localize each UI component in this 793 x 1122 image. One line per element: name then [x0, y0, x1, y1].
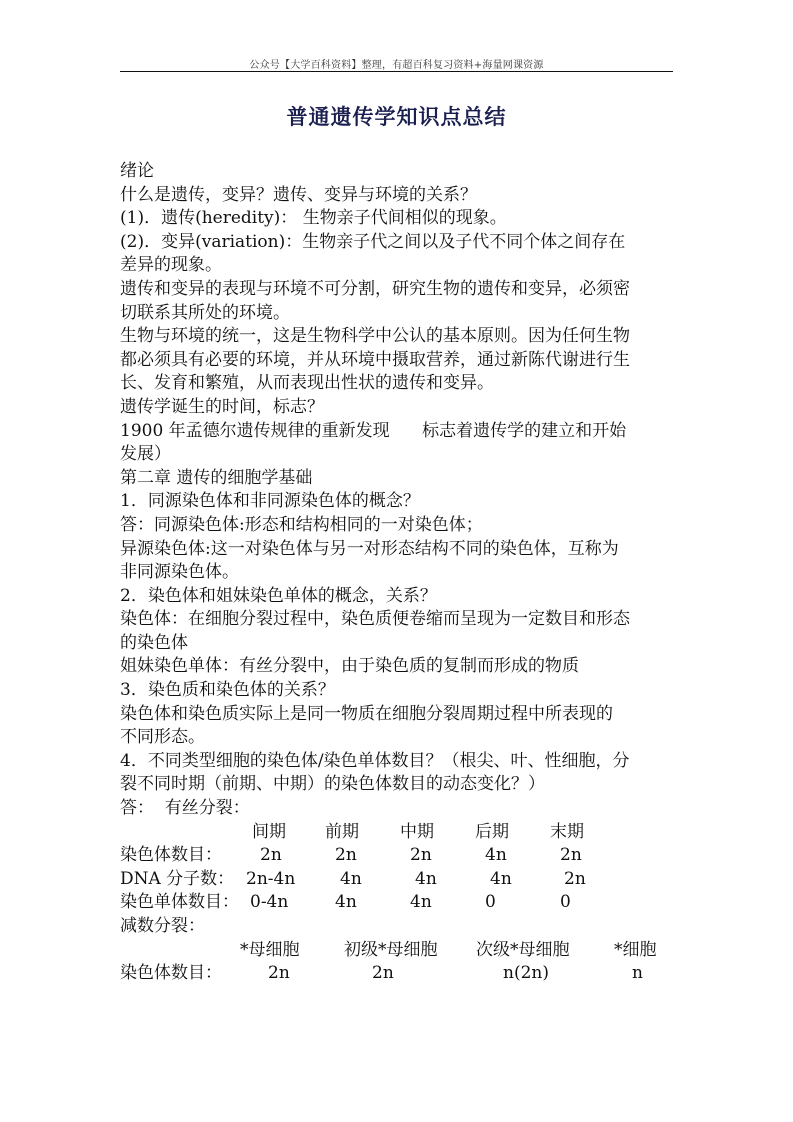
- paragraph-line: 生物与环境的统一，这是生物科学中公认的基本原则。因为任何生物: [120, 326, 630, 347]
- mitosis-table-row: [120, 868, 680, 892]
- mitosis-table-row: [120, 891, 680, 915]
- header-mother-cell: *母细胞: [240, 939, 300, 960]
- question-line: 1．同源染色体和非同源染色体的概念？: [120, 491, 420, 512]
- paragraph-line: 染色体和染色质实际上是同一物质在细胞分裂周期过程中所表现的: [120, 703, 613, 724]
- header-note: 公众号【大学百科资料】整理，有超百科复习资料+海量网课资源: [249, 60, 544, 71]
- document-body: [120, 160, 680, 986]
- question-line: 4．不同类型细胞的染色体/染色单体数目？（根尖、叶、性细胞，分: [120, 750, 630, 771]
- header-interphase: 间期: [252, 821, 286, 842]
- table-cell: 2n: [335, 845, 357, 866]
- table-cell: 2n: [564, 868, 586, 889]
- row-label: DNA 分子数：: [120, 868, 235, 889]
- table-cell: n: [632, 963, 643, 984]
- question-line: 3．染色质和染色体的关系？: [120, 680, 335, 701]
- table-cell: 4n: [340, 868, 362, 889]
- question-line: 2．染色体和姐妹染色单体的概念，关系？: [120, 585, 437, 606]
- paragraph-line: 差异的现象。: [120, 255, 222, 276]
- table-cell: 4n: [335, 892, 357, 913]
- paragraph-line: 1900 年孟德尔遗传规律的重新发现 标志着遗传学的建立和开始: [120, 420, 627, 441]
- header-divider: [120, 71, 673, 72]
- paragraph-line: 遗传学诞生的时间，标志？: [120, 396, 324, 417]
- paragraph-line: 非同源染色体。: [120, 562, 239, 583]
- row-label: 染色体数目：: [120, 963, 222, 984]
- row-label: 染色单体数目：: [120, 892, 239, 913]
- table-cell: 4n: [410, 892, 432, 913]
- paragraph-line: (1)．遗传(heredity)： 生物亲子代间相似的现象。: [120, 208, 507, 229]
- paragraph-line: 切联系其所处的环境。: [120, 302, 290, 323]
- row-label: 染色体数目：: [120, 845, 222, 866]
- table-cell: 2n: [260, 845, 282, 866]
- table-cell: 4n: [415, 868, 437, 889]
- paragraph-line: 发展）: [120, 444, 171, 465]
- header-anaphase: 后期: [475, 821, 509, 842]
- paragraph-line: 答：同源染色体:形态和结构相同的一对染色体；: [120, 514, 483, 535]
- header-metaphase: 中期: [400, 821, 434, 842]
- meiosis-table-row: [120, 962, 680, 986]
- header-telophase: 末期: [550, 821, 584, 842]
- table-cell: 2n: [560, 845, 582, 866]
- paragraph-line: 异源染色体:这一对染色体与另一对形态结构不同的染色体，互称为: [120, 538, 619, 559]
- header-primary-mother-cell: 初级*母细胞: [344, 939, 438, 960]
- meiosis-table-header: [120, 939, 680, 963]
- paragraph-line: 答： 有丝分裂：: [120, 798, 250, 819]
- paragraph-line: (2)．变异(variation)：生物亲子代之间以及子代不同个体之间存在: [120, 231, 626, 252]
- table-cell: 2n: [372, 963, 394, 984]
- header-prophase: 前期: [325, 821, 359, 842]
- table-cell: 4n: [485, 845, 507, 866]
- table-cell: 0-4n: [250, 892, 289, 913]
- table-cell: 0: [485, 892, 496, 913]
- table-cell: n(2n): [503, 963, 549, 984]
- header-secondary-mother-cell: 次级*母细胞: [476, 939, 570, 960]
- mitosis-table-row: [120, 844, 680, 868]
- paragraph-line: 不同形态。: [120, 727, 205, 748]
- table-cell: 2n-4n: [246, 868, 296, 889]
- table-cell: 2n: [410, 845, 432, 866]
- table-cell: 2n: [268, 963, 290, 984]
- table-cell: 0: [560, 892, 571, 913]
- document-title: 普通遗传学知识点总结: [286, 105, 507, 129]
- header-gamete-cell: *细胞: [614, 939, 657, 960]
- paragraph-line: 的染色体: [120, 632, 188, 653]
- paragraph-line: 裂不同时期（前期、中期）的染色体数目的动态变化？）: [120, 774, 545, 795]
- paragraph-line: 都必须具有必要的环境，并从环境中摄取营养，通过新陈代谢进行生: [120, 349, 630, 370]
- paragraph-line: 姐妹染色单体：有丝分裂中，由于染色质的复制而形成的物质: [120, 656, 579, 677]
- section-heading: 绪论: [120, 161, 154, 181]
- paragraph-line: 什么是遗传，变异？遗传、变异与环境的关系？: [120, 184, 477, 205]
- paragraph-line: 染色体：在细胞分裂过程中，染色质便卷缩而呈现为一定数目和形态: [120, 609, 630, 630]
- paragraph-line: 长、发育和繁殖，从而表现出性状的遗传和变异。: [120, 373, 494, 394]
- mitosis-table-header: [120, 821, 680, 845]
- meiosis-heading: 减数分裂：: [120, 916, 205, 936]
- table-cell: 4n: [490, 868, 512, 889]
- chapter-heading: 第二章 遗传的细胞学基础: [120, 467, 313, 488]
- paragraph-line: 遗传和变异的表现与环境不可分割，研究生物的遗传和变异，必须密: [120, 278, 630, 299]
